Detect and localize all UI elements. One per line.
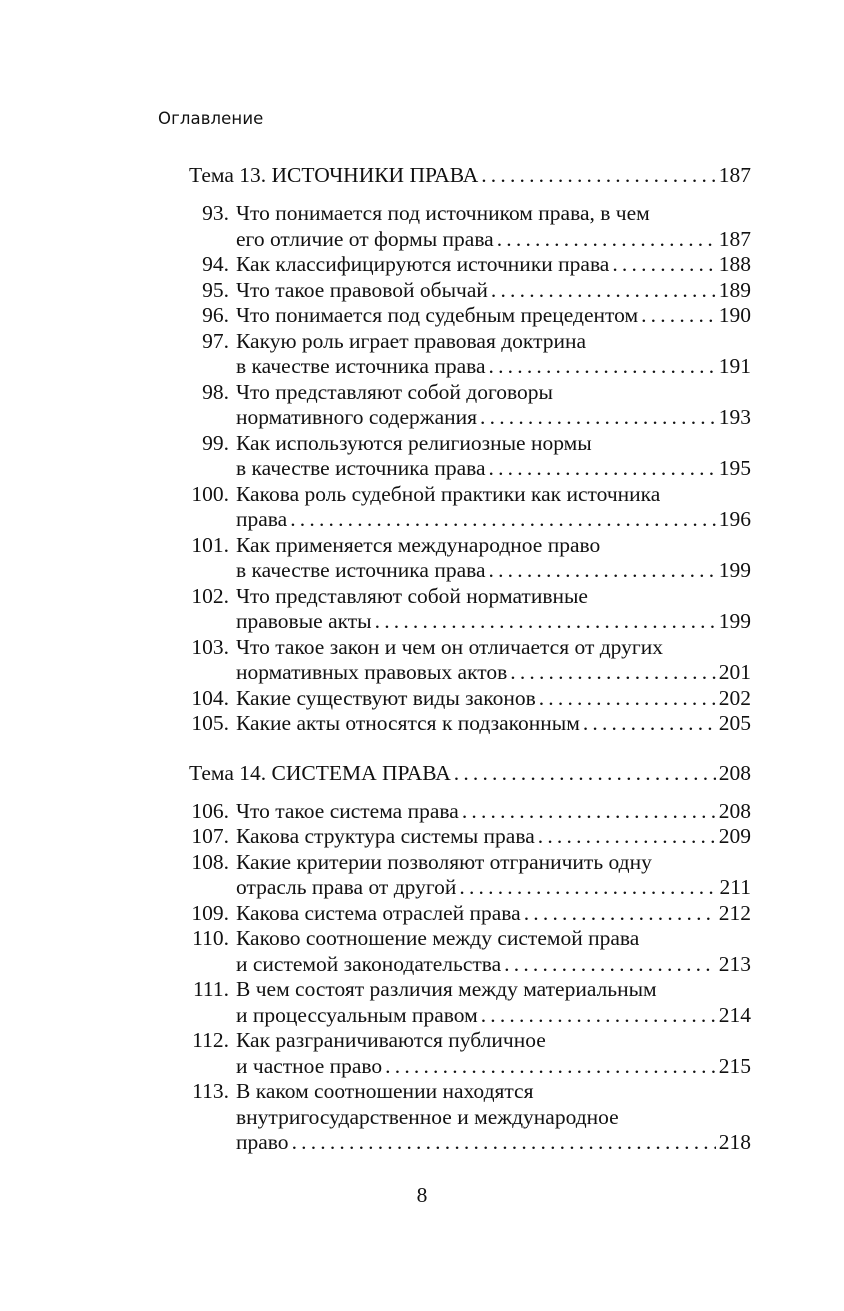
entry-number: 101. [191,532,229,557]
entry-text: Какова структура системы права [236,824,535,848]
toc-topic-13[interactable] [189,163,751,201]
entry-text: его отличие от формы права [236,226,494,251]
dot-leader [481,163,716,189]
dot-leader [491,278,716,304]
dot-leader [459,875,716,901]
toc-entry[interactable] [189,901,751,927]
running-head: Оглавление [158,109,264,128]
entry-body [236,799,751,825]
entry-body [236,252,751,278]
entry-text: В чем состоят различия между материальным [236,977,657,1001]
entry-body [236,303,751,329]
toc-entry[interactable] [189,303,751,329]
entry-body [236,850,751,901]
entry-number: 108. [191,849,229,874]
entry-text: в качестве источника права [236,354,486,378]
entry-text: и системой законодательства [236,951,502,976]
entry-number: 112. [192,1028,229,1052]
entry-body [236,201,751,252]
entry-text: Какую роль играет правовая доктрина [236,328,587,353]
entry-line [236,977,751,1003]
entry-body [236,584,751,635]
dot-leader [497,227,716,253]
entry-line [236,799,751,825]
entry-page: 199 [718,558,751,582]
entry-text: Что такое правовой обычай [236,277,488,302]
entry-text: и процессуальным правом [236,1002,478,1027]
entry-number: 94. [202,252,229,276]
entry-line [236,1003,751,1029]
entry-line [236,201,751,227]
entry-line [236,558,751,584]
entry-text: права [236,507,288,531]
entry-text: право [236,1130,289,1154]
entry-number: 97. [202,328,229,353]
entry-text: отрасль права от другой [236,875,457,899]
entry-line [236,926,751,952]
topic-13-questions [189,201,751,737]
toc-entry[interactable] [189,278,751,304]
dot-leader [480,405,716,431]
entry-line [236,711,751,737]
entry-text: В каком соотношении находятся [236,1079,534,1103]
dot-leader [504,952,716,978]
entry-text: Что понимается под источником права, в чем [236,201,650,225]
entry-line [236,1028,751,1054]
entry-line [236,456,751,482]
entry-text: Как классифицируются источники права [236,252,610,276]
entry-text: Что представляют собой нормативные [236,583,588,608]
entry-text: Как применяется международное право [236,532,601,557]
entry-line [236,635,751,661]
entry-body [236,926,751,977]
entry-line [236,901,751,927]
entry-line [236,380,751,406]
entry-page: 202 [718,685,751,710]
entry-text: Каково соотношение между системой права [236,926,640,950]
toc-entry[interactable] [189,711,751,737]
entry-line [236,303,751,329]
table-of-contents [189,163,751,1156]
entry-number: 100. [191,481,229,506]
dot-leader [524,901,716,927]
entry-body [236,977,751,1028]
entry-line [236,278,751,304]
entry-text: Какие акты относятся к подзаконным [236,711,580,735]
entry-page: 212 [718,900,751,925]
entry-text: Какова роль судебной практики как источника [236,481,661,506]
entry-line [236,227,751,253]
entry-text: в качестве источника права [236,558,486,582]
entry-line [236,1054,751,1080]
dot-leader [612,252,715,278]
entry-page: 208 [718,798,751,823]
entry-number: 98. [202,379,229,404]
dot-leader [375,609,716,635]
toc-entry[interactable] [189,533,751,584]
entry-line [236,875,751,901]
dot-leader [292,1130,716,1156]
entry-page: 196 [718,507,751,531]
entry-text: нормативного содержания [236,405,478,429]
entry-text: Что такое закон и чем он отличается от других [236,634,663,659]
entry-line [236,252,751,278]
entry-body [236,380,751,431]
entry-line [236,584,751,610]
entry-page: 187 [718,226,751,251]
entry-text: правовые акты [236,609,372,633]
dot-leader [510,660,716,686]
entry-number: 96. [202,303,229,327]
toc-entry[interactable] [189,380,751,431]
toc-entry[interactable] [189,201,751,252]
entry-text: внутригосударственное и международное [236,1104,619,1129]
entry-text: Что понимается под судебным прецедентом [236,303,639,327]
entry-text: Как используются религиозные нормы [236,430,592,455]
entry-page: 189 [718,277,751,302]
entry-number: 99. [202,430,229,455]
entry-page: 213 [718,951,751,976]
entry-page: 199 [718,609,751,633]
toc-entry[interactable] [189,329,751,380]
entry-text: Как разграничиваются публичное [236,1028,546,1052]
dot-leader [539,686,716,712]
entry-body [236,824,751,850]
entry-page: 193 [718,405,751,429]
entry-text: и частное право [236,1053,383,1078]
entry-line [236,952,751,978]
entry-number: 109. [191,900,229,925]
entry-body [236,329,751,380]
dot-leader [489,456,716,482]
entry-page: 218 [718,1130,751,1154]
entry-line [236,482,751,508]
entry-line [236,686,751,712]
entry-text: Какова система отраслей права [236,900,521,925]
toc-entry[interactable] [189,824,751,850]
entry-line [236,431,751,457]
entry-body [236,711,751,737]
dot-leader [489,354,716,380]
entry-line [236,1130,751,1156]
topic-title: Тема 14. СИСТЕМА ПРАВА [189,760,451,785]
entry-number: 113. [192,1079,229,1103]
toc-entry[interactable] [189,1079,751,1156]
dot-leader [489,558,716,584]
entry-page: 209 [718,824,751,848]
entry-text: Какие критерии позволяют отграничить одну [236,849,652,874]
entry-number: 102. [191,583,229,608]
dot-leader [454,761,716,787]
topic-page: 208 [718,760,751,785]
entry-line [236,660,751,686]
entry-page: 188 [718,252,751,276]
page-number: 8 [416,1183,428,1207]
toc-entry[interactable] [189,482,751,533]
entry-text: в качестве источника права [236,456,486,480]
entry-number: 105. [191,711,229,735]
entry-body [236,482,751,533]
entry-line [236,533,751,559]
entry-line [236,329,751,355]
dot-leader [290,507,716,533]
topic-page: 187 [718,163,751,187]
entry-number: 93. [202,201,229,225]
entry-body [236,1028,751,1079]
entry-page: 214 [718,1002,751,1027]
entry-text: Какие существуют виды законов [236,685,536,710]
entry-number: 110. [192,926,229,950]
toc-entry[interactable] [189,977,751,1028]
toc-entry[interactable] [189,799,751,825]
toc-entry[interactable] [189,926,751,977]
entry-page: 205 [718,711,751,735]
dot-leader [641,303,716,329]
entry-number: 104. [191,685,229,710]
entry-text: Что такое система права [236,798,459,823]
toc-entry[interactable] [189,584,751,635]
dot-leader [538,824,716,850]
entry-text: Что представляют собой договоры [236,379,553,404]
toc-entry[interactable] [189,431,751,482]
dot-leader [481,1003,716,1029]
entry-text: нормативных правовых актов [236,660,508,684]
entry-line [236,354,751,380]
toc-entry[interactable] [189,686,751,712]
entry-body [236,533,751,584]
toc-entry[interactable] [189,252,751,278]
toc-entry[interactable] [189,1028,751,1079]
entry-number: 111. [192,977,229,1001]
entry-line [236,1079,751,1105]
entry-line [236,850,751,876]
entry-page: 195 [718,456,751,480]
dot-leader [385,1054,716,1080]
toc-entry[interactable] [189,635,751,686]
entry-line [236,405,751,431]
entry-page: 211 [719,875,751,899]
entry-line [236,824,751,850]
topic-title: Тема 13. ИСТОЧНИКИ ПРАВА [189,163,479,187]
topic-14-questions [189,799,751,1156]
entry-page: 215 [718,1053,751,1078]
toc-topic-14[interactable] [189,761,751,799]
entry-line [236,507,751,533]
entry-number: 103. [191,634,229,659]
toc-entry[interactable] [189,850,751,901]
dot-leader [583,711,716,737]
entry-number: 106. [191,798,229,823]
entry-number: 95. [202,277,229,302]
entry-body [236,686,751,712]
entry-body [236,1079,751,1156]
entry-page: 191 [718,354,751,378]
entry-body [236,901,751,927]
entry-line [236,1105,751,1131]
entry-number: 107. [191,824,229,848]
entry-line [236,609,751,635]
entry-body [236,635,751,686]
dot-leader [462,799,716,825]
entry-page: 190 [718,303,751,327]
entry-body [236,278,751,304]
entry-page: 201 [718,660,751,684]
entry-body [236,431,751,482]
